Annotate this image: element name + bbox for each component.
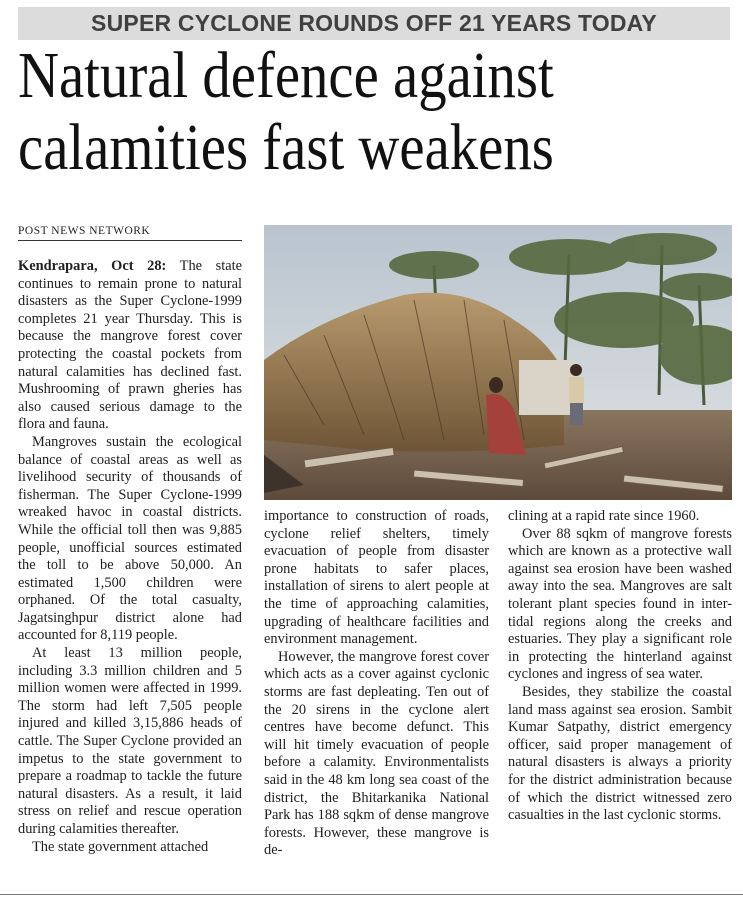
cyclone-damaged-hut-photo <box>264 225 732 500</box>
article-column-1 <box>18 258 242 856</box>
paragraph-5: However, the mangrove forest cover which acts as a cover against cyclonic storms are fast depleating. Ten out of the 20 sirens in the cyclone alert centres have become defunct. This will hit timely evacuation of people before a calamity. Environmentalists said in the 48 km long sea coast of the district, the Bhitarkanika National Park has 188 sqkm of dense mangrove forests. However, these mangrove is de- <box>264 648 489 859</box>
paragraph-6: Over 88 sqkm of mangrove forests which are known as a protective wall against sea erosion have been washed away into the sea. Mangroves are salt tolerant plant species found in inter-tidal regions along the creeks and estuaries. They play a significant role in protecting the hinterland against cyclones and ingress of sea water. <box>508 525 732 683</box>
paragraph-5-continued: clining at a rapid rate since 1960. <box>508 508 700 524</box>
headline-line-1: Natural defence against <box>18 39 554 112</box>
paragraph-3: At least 13 million people, including 3.3 million children and 5 million women were affected in 1999. The storm had left 7,505 people injured and killed 3,15,886 heads of cattle. The Super Cyclone provided an impetus to the state government to prepare a roadmap to tackle the future natural disasters. As a result, it laid stress on relief and rescue operation during calamities thereafter. <box>18 645 242 837</box>
kicker-banner: SUPER CYCLONE ROUNDS OFF 21 YEARS TODAY <box>18 7 730 40</box>
paragraph-4-continued: importance to construction of roads, cyclone relief shelters, timely evacuation of people from disaster prone habitats to safer places, installation of sirens to alert people at the time of approaching calamities, upgrading of healthcare facilities and environment management. <box>264 508 489 648</box>
paragraph-1-text: The state continues to remain prone to natural disasters as the Super Cyclone-1999 completes 21 year Thursday. This is because the mangrove forest cover protecting the coastal pockets from natural calamities has declined fast. Mushrooming of prawn gheries has also caused serious damage to the flora and fauna. <box>18 258 242 433</box>
paragraph-2: Mangroves sustain the ecological balance of coastal areas as well as livelihood security of thousands of fisherman. The Super Cyclone-1999 wreaked havoc in coastal districts. While the official toll then was 9,885 people, unofficial sources estimated the toll to be above 50,000. An estimated 1,500 children were orphaned. Of the total casualty, Jagatsinghpur district alone had accounted for 8,119 people. <box>18 433 242 644</box>
headline-line-2: calamities fast weakens <box>18 111 554 184</box>
paragraph-7: Besides, they stabilize the coastal land mass against sea erosion. Sambit Kumar Satpathy, district emergency officer, said proper management of natural disasters is always a priority for the district administration because of which the district witnessed zero casualties in the last cyclonic storms. <box>508 683 732 824</box>
paragraph-1 <box>18 258 242 434</box>
bottom-rule <box>0 894 743 895</box>
byline: POST NEWS NETWORK <box>18 225 242 241</box>
article-column-3 <box>508 508 732 825</box>
article-column-2 <box>264 508 489 860</box>
dateline: Kendrapara, Oct 28: <box>18 258 167 274</box>
headline <box>18 40 630 184</box>
paragraph-4-start: The state government attached <box>32 838 209 855</box>
